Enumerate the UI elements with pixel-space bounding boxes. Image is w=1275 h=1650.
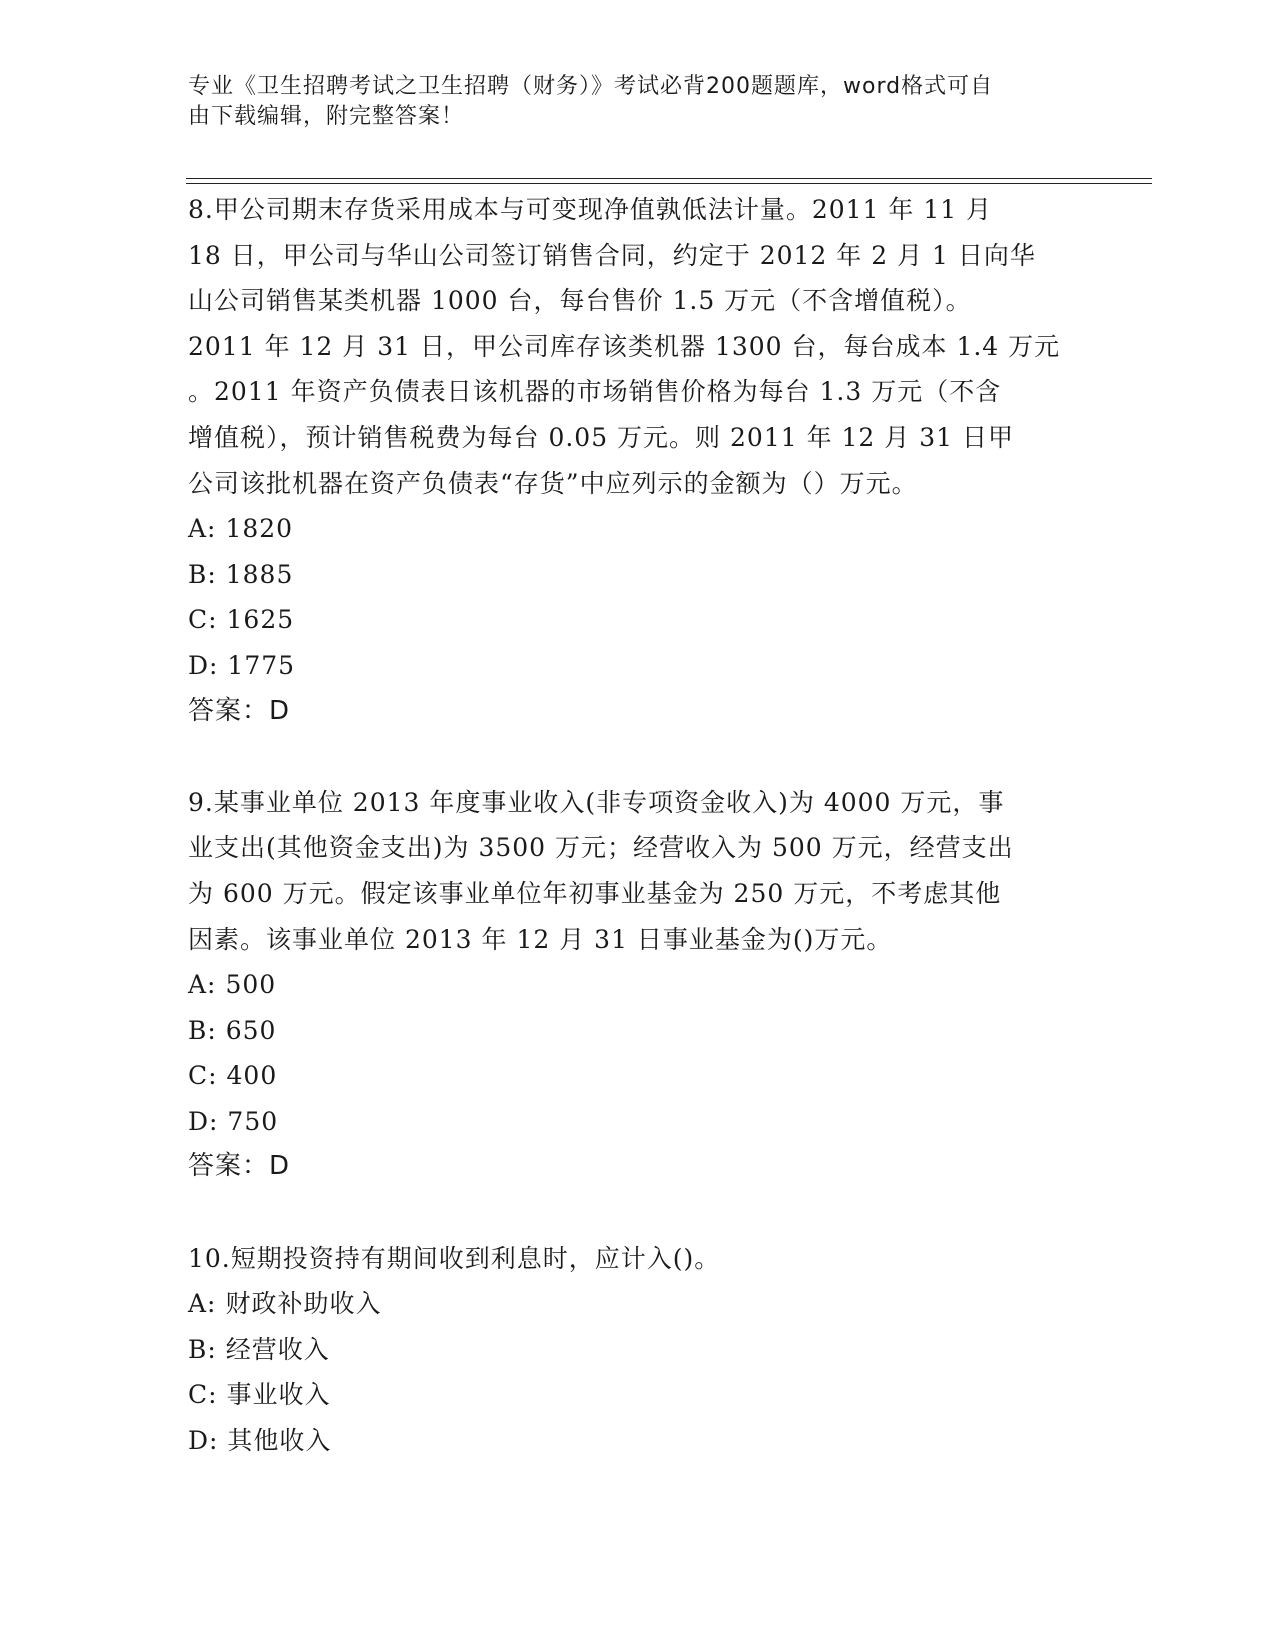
option-letter: C: (188, 1380, 218, 1410)
header-rule-bottom (186, 183, 1152, 184)
header-rule-top (186, 178, 1152, 179)
option-text: 财政补助收入 (225, 1289, 382, 1319)
option-text: 1775 (227, 650, 296, 680)
option-text: 1885 (225, 559, 294, 589)
option-letter: B: (188, 1015, 217, 1045)
option-letter: C: (188, 605, 218, 635)
question-stem-line: 为 600 万元。假定该事业单位年初事业基金为 250 万元，不考虑其他 (188, 878, 1002, 908)
option-b (188, 552, 1088, 598)
option-text: 经营收入 (225, 1334, 330, 1364)
spacer (188, 1190, 1088, 1236)
option-c (188, 1372, 1088, 1418)
option-letter: B: (188, 1334, 217, 1364)
header-line-2: 由下载编辑，附完整答案！ (188, 104, 465, 129)
header-line-1: 专业《卫生招聘考试之卫生招聘（财务）》考试必背200题题库，word格式可自 (188, 74, 994, 99)
option-text: 500 (225, 970, 277, 1000)
option-text: 其他收入 (227, 1426, 332, 1456)
question-stem-line: 公司该批机器在资产负债表“存货”中应列示的金额为（）万元。 (188, 468, 918, 498)
option-b (188, 1008, 1088, 1054)
question-stem-line: 18 日，甲公司与华山公司签订销售合同，约定于 2012 年 2 月 1 日向华 (188, 240, 1036, 270)
question-8-stem (188, 187, 1088, 506)
option-letter: A: (188, 514, 217, 544)
question-10 (188, 1236, 1088, 1464)
option-text: 650 (225, 1015, 277, 1045)
question-stem-line: 8.甲公司期末存货采用成本与可变现净值孰低法计量。2011 年 11 月 (188, 195, 993, 224)
option-d (188, 1099, 1088, 1145)
question-stem-line: 山公司销售某类机器 1000 台，每台售价 1.5 万元（不含增值税）。 (188, 286, 972, 316)
question-stem-line: 业支出(其他资金支出)为 3500 万元；经营收入为 500 万元，经营支出 (188, 833, 1014, 863)
document-header (188, 72, 1068, 132)
option-text: 事业收入 (226, 1380, 331, 1410)
option-letter: C: (188, 1061, 218, 1091)
question-stem-line: 10.短期投资持有期间收到利息时，应计入()。 (188, 1243, 721, 1273)
question-stem-line: 2011 年 12 月 31 日，甲公司库存该类机器 1300 台，每台成本 1.4 万元 (188, 331, 1061, 361)
option-letter: D: (188, 1426, 219, 1456)
option-letter: A: (188, 970, 217, 1000)
option-a (188, 962, 1088, 1008)
option-letter: B: (188, 559, 217, 589)
question-stem-line: 。2011 年资产负债表日该机器的市场销售价格为每台 1.3 万元（不含 (188, 377, 1002, 407)
option-a (188, 1281, 1088, 1327)
option-text: 1820 (225, 514, 294, 544)
answer-label: 答案：D (188, 695, 291, 726)
option-text: 1625 (226, 605, 295, 635)
spacer (188, 734, 1088, 780)
option-letter: D: (188, 1106, 219, 1136)
question-stem-line: 9.某事业单位 2013 年度事业收入(非专项资金收入)为 4000 万元，事 (188, 787, 1005, 817)
option-c (188, 1053, 1088, 1099)
option-d (188, 643, 1088, 689)
option-b (188, 1327, 1088, 1373)
option-text: 750 (227, 1106, 279, 1136)
question-list (188, 187, 1088, 1464)
question-stem-line: 增值税），预计销售税费为每台 0.05 万元。则 2011 年 12 月 31 日甲 (188, 422, 1014, 452)
option-letter: A: (188, 1289, 217, 1319)
question-9 (188, 780, 1088, 1190)
question-8 (188, 187, 1088, 734)
option-c (188, 597, 1088, 643)
option-text: 400 (226, 1061, 278, 1091)
option-a (188, 506, 1088, 552)
question-9-stem (188, 780, 1088, 962)
option-letter: D: (188, 650, 219, 680)
option-d (188, 1418, 1088, 1464)
answer-label: 答案：D (188, 1151, 291, 1182)
question-stem-line: 因素。该事业单位 2013 年 12 月 31 日事业基金为()万元。 (188, 924, 893, 954)
question-10-stem (188, 1236, 1088, 1282)
